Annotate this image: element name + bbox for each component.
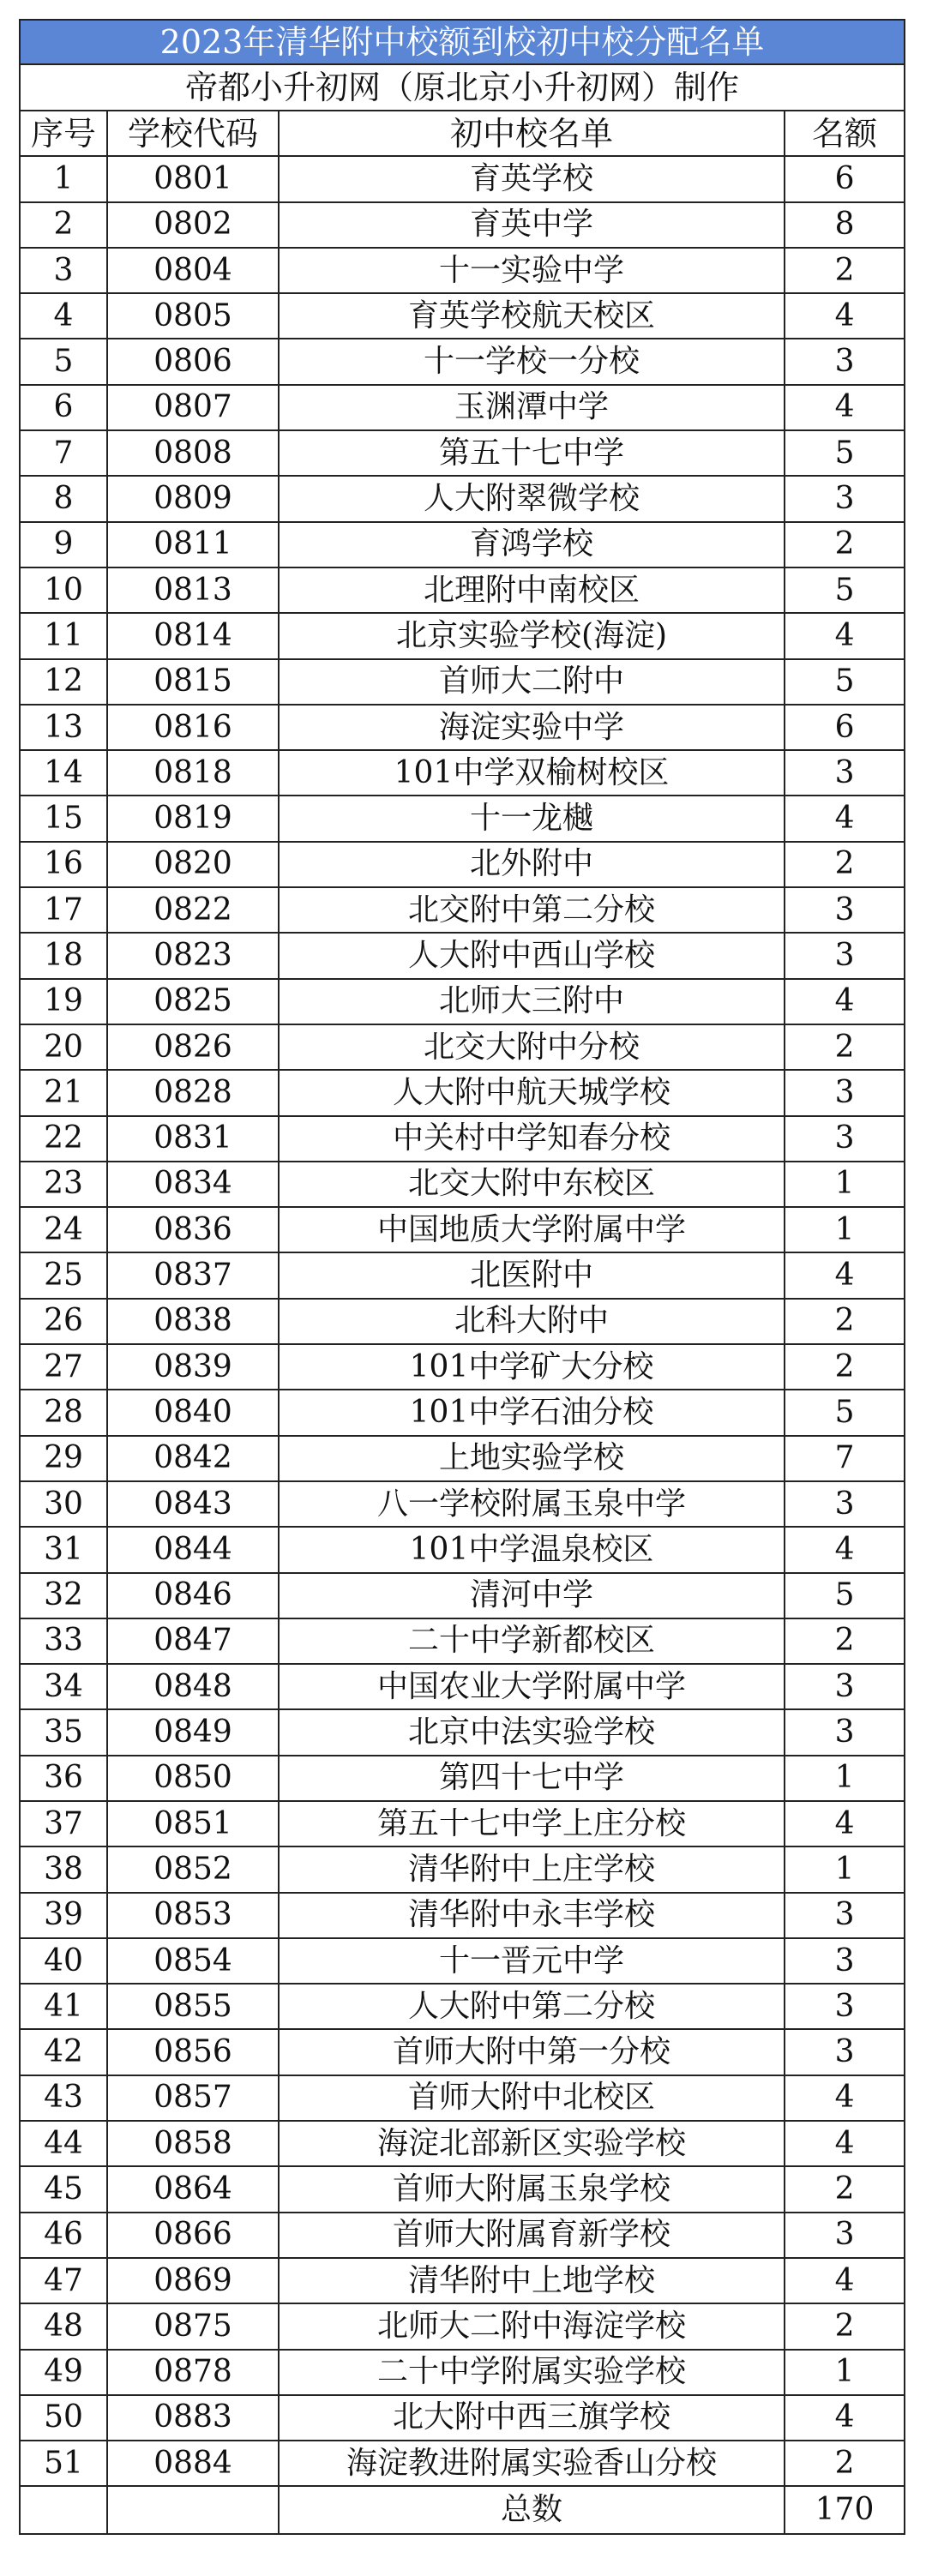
table-row <box>20 1709 905 1755</box>
row-index: 38 <box>20 1846 107 1892</box>
table-row <box>20 476 905 521</box>
quota: 3 <box>785 339 905 384</box>
school-code: 0884 <box>107 2441 279 2486</box>
row-index: 1 <box>20 156 107 201</box>
school-name: 101中学温泉校区 <box>279 1527 785 1572</box>
row-index: 20 <box>20 1024 107 1070</box>
row-index: 45 <box>20 2166 107 2212</box>
school-name: 101中学矿大分校 <box>279 1344 785 1390</box>
table-row <box>20 385 905 430</box>
row-index: 51 <box>20 2441 107 2486</box>
quota: 3 <box>785 933 905 978</box>
school-name: 101中学石油分校 <box>279 1390 785 1435</box>
row-index: 8 <box>20 476 107 521</box>
quota: 3 <box>785 1664 905 1709</box>
school-name: 玉渊潭中学 <box>279 385 785 430</box>
row-index: 48 <box>20 2303 107 2349</box>
quota: 7 <box>785 1436 905 1481</box>
table-row <box>20 430 905 476</box>
school-code: 0837 <box>107 1252 279 1298</box>
school-name: 育英中学 <box>279 202 785 248</box>
school-code: 0813 <box>107 567 279 613</box>
school-code: 0822 <box>107 887 279 933</box>
school-code: 0816 <box>107 705 279 750</box>
table-row <box>20 1116 905 1162</box>
quota: 4 <box>785 385 905 430</box>
quota: 4 <box>785 1801 905 1846</box>
school-code: 0847 <box>107 1618 279 1664</box>
quota: 2 <box>785 1344 905 1390</box>
school-name: 中国地质大学附属中学 <box>279 1207 785 1252</box>
row-index: 37 <box>20 1801 107 1846</box>
quota: 4 <box>785 1527 905 1572</box>
total-value: 170 <box>785 2486 905 2534</box>
quota: 4 <box>785 1252 905 1298</box>
school-code: 0839 <box>107 1344 279 1390</box>
quota: 2 <box>785 522 905 567</box>
row-index: 11 <box>20 613 107 658</box>
quota: 4 <box>785 2075 905 2121</box>
row-index: 2 <box>20 202 107 248</box>
school-name: 育鸿学校 <box>279 522 785 567</box>
row-index: 34 <box>20 1664 107 1709</box>
row-index: 33 <box>20 1618 107 1664</box>
table-row <box>20 2075 905 2121</box>
header-school-code: 学校代码 <box>107 111 279 156</box>
table-row <box>20 1390 905 1435</box>
school-name: 十一晋元中学 <box>279 1938 785 1984</box>
school-code: 0858 <box>107 2121 279 2166</box>
table-row <box>20 1207 905 1252</box>
table-row <box>20 796 905 841</box>
school-name: 北交大附中分校 <box>279 1024 785 1070</box>
school-name: 人大附中航天城学校 <box>279 1070 785 1115</box>
row-index: 10 <box>20 567 107 613</box>
table-row <box>20 1436 905 1481</box>
quota: 3 <box>785 1709 905 1755</box>
school-name: 北京实验学校(海淀) <box>279 613 785 658</box>
school-code: 0811 <box>107 522 279 567</box>
total-label: 总数 <box>279 2486 785 2534</box>
row-index: 13 <box>20 705 107 750</box>
row-index: 39 <box>20 1893 107 1938</box>
quota: 5 <box>785 659 905 705</box>
school-code: 0851 <box>107 1801 279 1846</box>
school-code: 0856 <box>107 2029 279 2075</box>
table-row <box>20 1846 905 1892</box>
row-index: 7 <box>20 430 107 476</box>
quota: 3 <box>785 887 905 933</box>
quota: 6 <box>785 156 905 201</box>
quota: 4 <box>785 613 905 658</box>
table-row <box>20 1618 905 1664</box>
quota: 5 <box>785 1390 905 1435</box>
quota: 2 <box>785 2166 905 2212</box>
school-name: 清华附中永丰学校 <box>279 1893 785 1938</box>
school-code: 0826 <box>107 1024 279 1070</box>
row-index: 28 <box>20 1390 107 1435</box>
quota: 4 <box>785 2395 905 2441</box>
school-code: 0831 <box>107 1116 279 1162</box>
row-index: 3 <box>20 248 107 293</box>
school-name: 十一实验中学 <box>279 248 785 293</box>
row-index: 5 <box>20 339 107 384</box>
row-index: 46 <box>20 2213 107 2258</box>
school-name: 中国农业大学附属中学 <box>279 1664 785 1709</box>
table-row <box>20 613 905 658</box>
school-code: 0866 <box>107 2213 279 2258</box>
quota: 2 <box>785 2441 905 2486</box>
quota: 5 <box>785 430 905 476</box>
row-index: 15 <box>20 796 107 841</box>
row-index: 26 <box>20 1299 107 1344</box>
school-name: 育英学校 <box>279 156 785 201</box>
school-name: 北外附中 <box>279 842 785 887</box>
school-code: 0804 <box>107 248 279 293</box>
quota: 4 <box>785 2258 905 2303</box>
school-name: 八一学校附属玉泉中学 <box>279 1481 785 1527</box>
quota: 2 <box>785 1299 905 1344</box>
school-code: 0848 <box>107 1664 279 1709</box>
table-row <box>20 1801 905 1846</box>
table-row <box>20 842 905 887</box>
quota: 3 <box>785 476 905 521</box>
row-index: 35 <box>20 1709 107 1755</box>
table-row <box>20 1070 905 1115</box>
table-row <box>20 339 905 384</box>
school-name: 第五十七中学上庄分校 <box>279 1801 785 1846</box>
school-name: 十一学校一分校 <box>279 339 785 384</box>
table-row <box>20 293 905 339</box>
row-index: 30 <box>20 1481 107 1527</box>
row-index: 32 <box>20 1573 107 1618</box>
quota: 3 <box>785 1481 905 1527</box>
table-row <box>20 2121 905 2166</box>
total-row <box>20 2486 905 2534</box>
school-code: 0815 <box>107 659 279 705</box>
school-name: 清华附中上庄学校 <box>279 1846 785 1892</box>
quota: 1 <box>785 1846 905 1892</box>
row-index: 12 <box>20 659 107 705</box>
school-name: 北京中法实验学校 <box>279 1709 785 1755</box>
quota: 1 <box>785 2350 905 2395</box>
school-name: 首师大附属育新学校 <box>279 2213 785 2258</box>
header-row <box>20 111 905 156</box>
school-code: 0875 <box>107 2303 279 2349</box>
row-index: 18 <box>20 933 107 978</box>
school-name: 北师大二附中海淀学校 <box>279 2303 785 2349</box>
quota: 5 <box>785 1573 905 1618</box>
school-code: 0849 <box>107 1709 279 1755</box>
school-code: 0842 <box>107 1436 279 1481</box>
table-row <box>20 2303 905 2349</box>
table-row <box>20 705 905 750</box>
table-row <box>20 2029 905 2075</box>
table-row <box>20 1299 905 1344</box>
title-row <box>20 20 905 64</box>
table-row <box>20 1984 905 2029</box>
table-row <box>20 2395 905 2441</box>
school-name: 首师大附中第一分校 <box>279 2029 785 2075</box>
row-index: 24 <box>20 1207 107 1252</box>
school-name: 中关村中学知春分校 <box>279 1116 785 1162</box>
school-name: 十一龙樾 <box>279 796 785 841</box>
school-name: 育英学校航天校区 <box>279 293 785 339</box>
table-row <box>20 248 905 293</box>
allocation-table <box>19 19 905 2535</box>
quota: 2 <box>785 1024 905 1070</box>
quota: 6 <box>785 705 905 750</box>
row-index: 40 <box>20 1938 107 1984</box>
school-code: 0850 <box>107 1756 279 1801</box>
school-code: 0805 <box>107 293 279 339</box>
table-row <box>20 887 905 933</box>
table-row <box>20 750 905 796</box>
school-name: 第四十七中学 <box>279 1756 785 1801</box>
table-row <box>20 1938 905 1984</box>
quota: 2 <box>785 1618 905 1664</box>
table-row <box>20 2258 905 2303</box>
table-row <box>20 522 905 567</box>
school-name: 海淀实验中学 <box>279 705 785 750</box>
school-code: 0818 <box>107 750 279 796</box>
row-index: 36 <box>20 1756 107 1801</box>
school-code: 0852 <box>107 1846 279 1892</box>
school-name: 首师大二附中 <box>279 659 785 705</box>
school-code: 0809 <box>107 476 279 521</box>
quota: 4 <box>785 2121 905 2166</box>
school-code: 0819 <box>107 796 279 841</box>
quota: 4 <box>785 293 905 339</box>
row-index: 6 <box>20 385 107 430</box>
row-index: 43 <box>20 2075 107 2121</box>
school-code: 0846 <box>107 1573 279 1618</box>
row-index: 17 <box>20 887 107 933</box>
table-row <box>20 567 905 613</box>
total-empty-cell <box>20 2486 107 2534</box>
row-index: 49 <box>20 2350 107 2395</box>
allocation-sheet <box>19 19 904 2535</box>
row-index: 19 <box>20 979 107 1024</box>
row-index: 27 <box>20 1344 107 1390</box>
school-code: 0808 <box>107 430 279 476</box>
row-index: 29 <box>20 1436 107 1481</box>
quota: 1 <box>785 1207 905 1252</box>
row-index: 25 <box>20 1252 107 1298</box>
school-code: 0807 <box>107 385 279 430</box>
school-name: 北交大附中东校区 <box>279 1162 785 1207</box>
table-row <box>20 1344 905 1390</box>
table-title: 2023年清华附中校额到校初中校分配名单 <box>20 20 905 64</box>
table-row <box>20 156 905 201</box>
quota: 3 <box>785 1984 905 2029</box>
school-name: 北大附中西三旗学校 <box>279 2395 785 2441</box>
school-name: 101中学双榆树校区 <box>279 750 785 796</box>
table-row <box>20 1756 905 1801</box>
row-index: 16 <box>20 842 107 887</box>
school-code: 0843 <box>107 1481 279 1527</box>
quota: 8 <box>785 202 905 248</box>
row-index: 44 <box>20 2121 107 2166</box>
header-quota: 名额 <box>785 111 905 156</box>
school-code: 0878 <box>107 2350 279 2395</box>
school-name: 清华附中上地学校 <box>279 2258 785 2303</box>
school-name: 首师大附属玉泉学校 <box>279 2166 785 2212</box>
quota: 3 <box>785 750 905 796</box>
table-row <box>20 1893 905 1938</box>
row-index: 14 <box>20 750 107 796</box>
quota: 3 <box>785 1893 905 1938</box>
school-code: 0820 <box>107 842 279 887</box>
table-row <box>20 1162 905 1207</box>
table-row <box>20 1527 905 1572</box>
quota: 2 <box>785 842 905 887</box>
row-index: 23 <box>20 1162 107 1207</box>
row-index: 21 <box>20 1070 107 1115</box>
school-code: 0838 <box>107 1299 279 1344</box>
quota: 1 <box>785 1162 905 1207</box>
table-row <box>20 979 905 1024</box>
school-code: 0853 <box>107 1893 279 1938</box>
table-row <box>20 1481 905 1527</box>
quota: 2 <box>785 2303 905 2349</box>
row-index: 50 <box>20 2395 107 2441</box>
quota: 3 <box>785 2213 905 2258</box>
quota: 3 <box>785 1070 905 1115</box>
school-code: 0825 <box>107 979 279 1024</box>
quota: 1 <box>785 1756 905 1801</box>
school-code: 0828 <box>107 1070 279 1115</box>
school-code: 0840 <box>107 1390 279 1435</box>
school-code: 0801 <box>107 156 279 201</box>
header-index: 序号 <box>20 111 107 156</box>
school-code: 0844 <box>107 1527 279 1572</box>
row-index: 22 <box>20 1116 107 1162</box>
school-name: 北科大附中 <box>279 1299 785 1344</box>
quota: 3 <box>785 2029 905 2075</box>
school-name: 北理附中南校区 <box>279 567 785 613</box>
school-code: 0834 <box>107 1162 279 1207</box>
table-row <box>20 2213 905 2258</box>
school-code: 0855 <box>107 1984 279 2029</box>
school-code: 0869 <box>107 2258 279 2303</box>
school-name: 首师大附中北校区 <box>279 2075 785 2121</box>
school-name: 人大附中西山学校 <box>279 933 785 978</box>
table-row <box>20 2441 905 2486</box>
school-name: 北师大三附中 <box>279 979 785 1024</box>
quota: 2 <box>785 248 905 293</box>
school-name: 人大附中第二分校 <box>279 1984 785 2029</box>
quota: 4 <box>785 979 905 1024</box>
school-name: 海淀教进附属实验香山分校 <box>279 2441 785 2486</box>
school-code: 0836 <box>107 1207 279 1252</box>
school-code: 0854 <box>107 1938 279 1984</box>
school-name: 人大附翠微学校 <box>279 476 785 521</box>
quota: 3 <box>785 1116 905 1162</box>
school-code: 0857 <box>107 2075 279 2121</box>
row-index: 47 <box>20 2258 107 2303</box>
table-row <box>20 202 905 248</box>
subtitle-row <box>20 64 905 111</box>
school-name: 第五十七中学 <box>279 430 785 476</box>
table-row <box>20 1252 905 1298</box>
school-name: 北交附中第二分校 <box>279 887 785 933</box>
school-name: 清河中学 <box>279 1573 785 1618</box>
school-code: 0864 <box>107 2166 279 2212</box>
school-code: 0823 <box>107 933 279 978</box>
quota: 5 <box>785 567 905 613</box>
school-name: 上地实验学校 <box>279 1436 785 1481</box>
row-index: 42 <box>20 2029 107 2075</box>
table-row <box>20 2166 905 2212</box>
school-code: 0806 <box>107 339 279 384</box>
school-code: 0883 <box>107 2395 279 2441</box>
total-empty-cell <box>107 2486 279 2534</box>
table-row <box>20 933 905 978</box>
quota: 4 <box>785 796 905 841</box>
header-school-name: 初中校名单 <box>279 111 785 156</box>
row-index: 9 <box>20 522 107 567</box>
school-code: 0814 <box>107 613 279 658</box>
school-name: 海淀北部新区实验学校 <box>279 2121 785 2166</box>
table-body <box>20 156 905 2486</box>
row-index: 41 <box>20 1984 107 2029</box>
school-code: 0802 <box>107 202 279 248</box>
row-index: 4 <box>20 293 107 339</box>
school-name: 二十中学附属实验学校 <box>279 2350 785 2395</box>
row-index: 31 <box>20 1527 107 1572</box>
table-row <box>20 1573 905 1618</box>
table-row <box>20 1024 905 1070</box>
school-name: 二十中学新都校区 <box>279 1618 785 1664</box>
table-row <box>20 1664 905 1709</box>
quota: 3 <box>785 1938 905 1984</box>
school-name: 北医附中 <box>279 1252 785 1298</box>
table-subtitle: 帝都小升初网（原北京小升初网）制作 <box>20 64 905 111</box>
table-row <box>20 2350 905 2395</box>
table-row <box>20 659 905 705</box>
